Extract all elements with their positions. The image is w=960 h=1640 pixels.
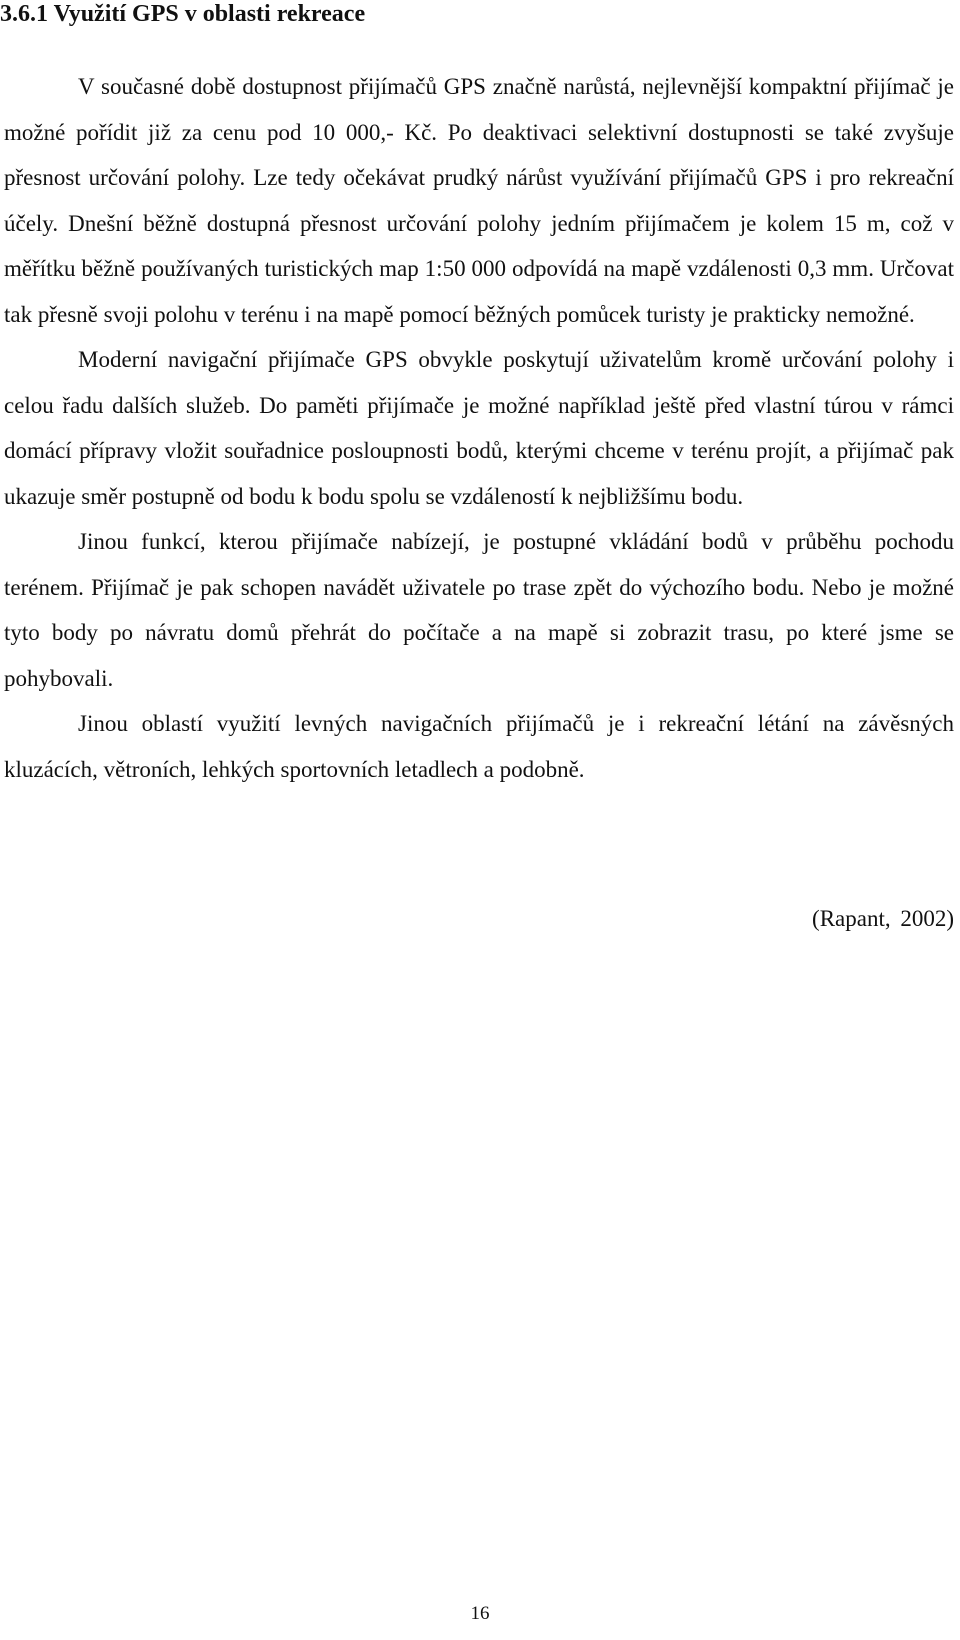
paragraph: Jinou funkcí, kterou přijímače nabízejí, je postupné vkládání bodů v průběhu pochodu terénem. Přijímač je pak schopen navádět uživatele po trase zpět do výchozího bodu. Nebo je možné tyto body po návratu domů přehrát do počítače a na mapě si zobrazit trasu, po které jsme se pohybovali. (4, 529, 954, 691)
paragraph: Jinou oblastí využití levných navigačních přijímačů je i rekreační létání na závěsných kluzácích, větroních, lehkých sportovních letadlech a podobně. (4, 711, 954, 782)
paragraph: Moderní navigační přijímače GPS obvykle poskytují uživatelům kromě určování polohy i celou řadu dalších služeb. Do paměti přijímače je možné například ještě před vlastní túrou v rámci domácí přípravy vložit souřadnice posloupnosti bodů, kterými chceme v terénu projít, a přijímač pak ukazuje směr postupně od bodu k bodu spolu se vzdáleností k nejbližšímu bodu. (4, 347, 954, 509)
citation: (Rapant, 2002) (812, 906, 954, 931)
page-number: 16 (470, 1603, 490, 1624)
paragraph: V současné době dostupnost přijímačů GPS značně narůstá, nejlevnější kompaktní přijímač je možné pořídit již za cenu pod 10 000,- Kč. Po deaktivaci selektivní dostupnosti se také zvyšuje přesnost určování polohy. Lze tedy očekávat prudký nárůst využívání přijímačů GPS i pro rekreační účely. Dnešní běžně dostupná přesnost určování polohy jedním přijímačem je kolem 15 m, což v měřítku běžně používaných turistických map 1:50 000 odpovídá na mapě vzdálenosti 0,3 mm. Určovat tak přesně svoji polohu v terénu i na mapě pomocí běžných pomůcek turisty je prakticky nemožné. (4, 74, 954, 327)
section-heading: 3.6.1 Využití GPS v oblasti rekreace (0, 1, 366, 27)
body-text (4, 64, 954, 792)
